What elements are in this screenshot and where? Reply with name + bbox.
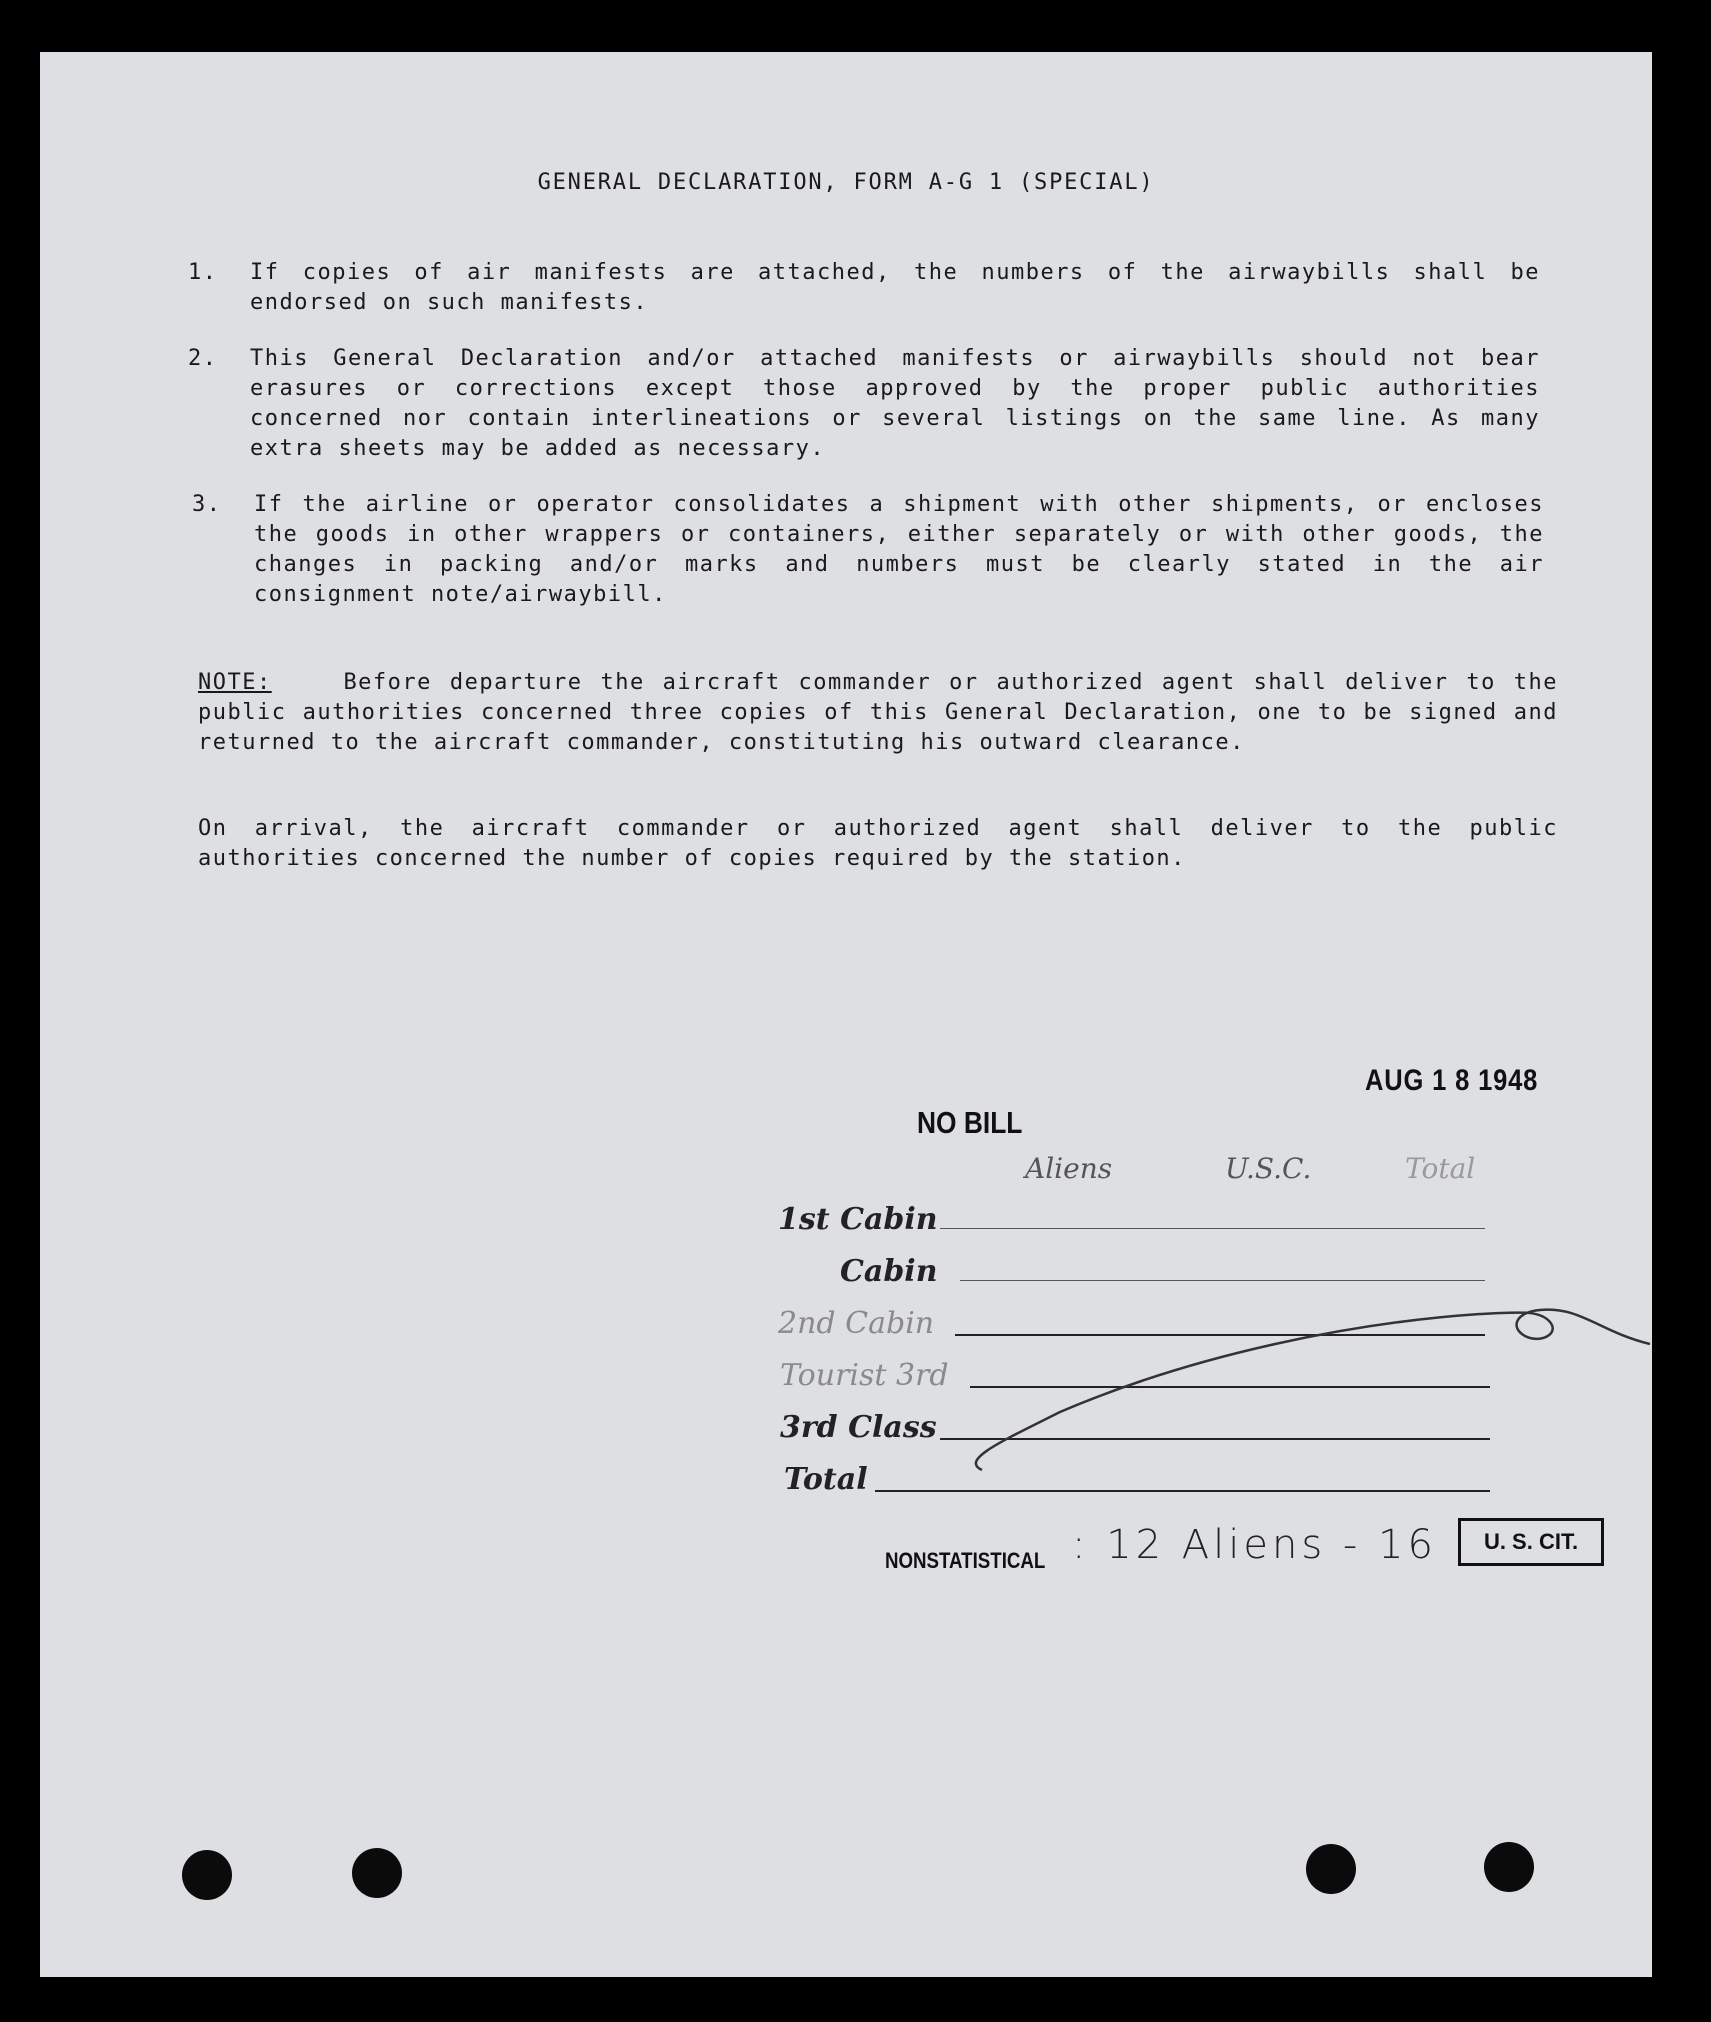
punch-hole — [1306, 1844, 1356, 1894]
item-text: If the airline or operator consolidates a shipment with other shipments, or encloses the goods in other wrappers or containers, either separately or with other goods, the changes in packing and/or marks and numbers must be clearly stated in the air consignment note/airwaybill. — [254, 492, 1544, 607]
note-label: NOTE: — [198, 670, 272, 695]
column-header-usc: U.S.C. — [1225, 1152, 1312, 1185]
handwritten-count: : 12 Aliens - 16 — [1072, 1522, 1437, 1568]
no-bill-stamp: NO BILL — [917, 1105, 1023, 1140]
document-title: GENERAL DECLARATION, FORM A-G 1 (SPECIAL) — [537, 170, 1155, 195]
row-label-total: Total — [784, 1462, 868, 1497]
us-cit-stamp: U. S. CIT. — [1458, 1518, 1604, 1566]
handwritten-stroke — [940, 1292, 1660, 1492]
instruction-item-1 — [188, 258, 1568, 318]
item-number: 1. — [188, 260, 218, 285]
note-text: Before departure the aircraft commander or authorized agent shall deliver to the public authorities concerned three copies of this General Declaration, one to be signed and returned to the aircraft commander, constituting his outward clearance. — [198, 670, 1559, 755]
row-label-1st-cabin: 1st Cabin — [778, 1202, 938, 1237]
date-stamp: AUG 1 8 1948 — [1365, 1064, 1539, 1097]
punch-hole — [352, 1848, 402, 1898]
item-number: 2. — [188, 346, 218, 371]
row-line — [940, 1228, 1485, 1229]
row-label-tourist-3rd: Tourist 3rd — [780, 1358, 949, 1393]
arrival-paragraph: On arrival, the aircraft commander or authorized agent shall deliver to the public authorities concerned the number of copies required by the station. — [198, 816, 1558, 871]
instruction-item-3 — [192, 490, 1572, 610]
row-label-cabin: Cabin — [840, 1254, 938, 1289]
document-sheet — [40, 52, 1652, 1977]
row-line — [960, 1280, 1485, 1281]
nonstatistical-stamp: NONSTATISTICAL — [885, 1548, 1046, 1573]
row-label-2nd-cabin: 2nd Cabin — [778, 1306, 935, 1341]
column-header-total: Total — [1405, 1152, 1476, 1185]
column-header-aliens: Aliens — [1025, 1152, 1113, 1185]
item-text: This General Declaration and/or attached manifests or airwaybills should not bear erasures or corrections except those approved by the proper public authorities concerned nor contain interlineations or several listings on the same line. As many extra sheets may be added as necessary. — [250, 346, 1540, 461]
item-number: 3. — [192, 492, 222, 517]
note-paragraph — [198, 668, 1558, 758]
row-label-3rd-class: 3rd Class — [780, 1410, 937, 1445]
item-text: If copies of air manifests are attached, the numbers of the airwaybills shall be endorsed on such manifests. — [250, 260, 1540, 315]
punch-hole — [1484, 1842, 1534, 1892]
instruction-item-2 — [188, 344, 1568, 464]
punch-hole — [182, 1850, 232, 1900]
